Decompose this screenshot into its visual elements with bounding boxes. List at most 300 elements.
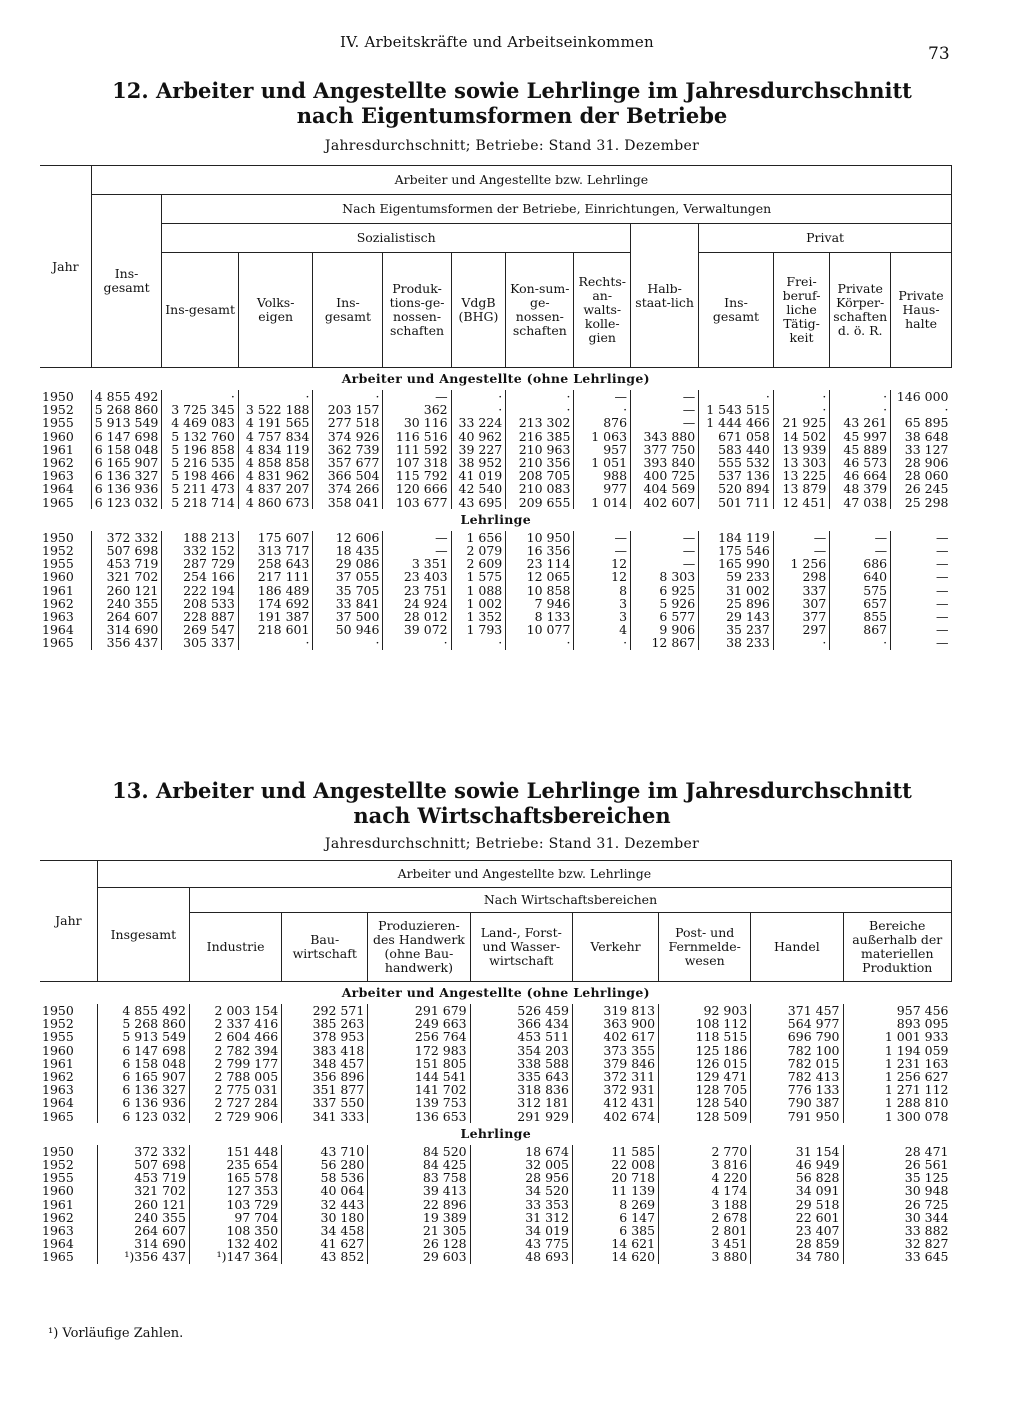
value-cell: 16 356 (506, 544, 574, 557)
value-cell: 332 152 (162, 544, 238, 557)
value-cell: 218 601 (238, 623, 313, 636)
value-cell: 30 948 (843, 1184, 952, 1197)
value-cell: 203 157 (313, 403, 383, 416)
value-cell: 776 133 (751, 1083, 843, 1096)
value-cell: 4 831 962 (238, 469, 313, 482)
year-cell: 1950 (42, 389, 74, 404)
value-cell: 412 431 (572, 1096, 658, 1109)
value-cell: 354 203 (470, 1044, 572, 1057)
year-cell: 1961 (42, 441, 74, 457)
value-cell: — (891, 623, 952, 636)
col-jahr: Jahr (40, 861, 97, 982)
value-cell: 46 573 (830, 456, 891, 469)
section-label: Arbeiter und Angestellte (ohne Lehrlinge) (341, 371, 650, 386)
value-cell: 129 471 (659, 1070, 751, 1083)
value-cell: 366 434 (470, 1017, 572, 1030)
value-cell: 867 (830, 623, 891, 636)
value-cell: · (574, 636, 631, 649)
value-cell: — (383, 531, 451, 544)
value-cell: 1 256 (773, 557, 829, 570)
value-cell: 216 385 (506, 430, 574, 443)
value-cell: 151 448 (189, 1145, 281, 1158)
value-cell: 125 186 (659, 1044, 751, 1057)
value-cell: 1 051 (574, 456, 631, 469)
col-landforst: Land-, Forst- und Wasser-wirtschaft (470, 913, 572, 982)
value-cell: 32 005 (470, 1158, 572, 1171)
section-label: Lehrlinge (460, 1125, 531, 1141)
value-cell: 29 518 (751, 1198, 843, 1211)
value-cell: 1 194 059 (843, 1044, 952, 1057)
value-cell: 1 352 (451, 610, 506, 623)
value-cell: 3 816 (659, 1158, 751, 1171)
value-cell: 84 520 (368, 1145, 470, 1158)
value-cell: 33 841 (313, 597, 383, 610)
value-cell: 264 607 (91, 610, 162, 623)
value-cell: 2 801 (659, 1224, 751, 1237)
value-cell: 377 750 (631, 443, 699, 456)
value-cell: 453 511 (470, 1030, 572, 1043)
table12-title-line2: nach Eigentumsformen der Betriebe (296, 103, 728, 128)
value-cell: 292 571 (282, 1004, 368, 1017)
value-cell: 92 903 (659, 1004, 751, 1017)
value-cell: 297 (773, 623, 829, 636)
table-row (40, 430, 952, 443)
value-cell: 28 012 (383, 610, 451, 623)
value-cell: 191 387 (238, 610, 313, 623)
value-cell: — (631, 416, 699, 429)
value-cell: 19 389 (368, 1211, 470, 1224)
value-cell: 2 782 394 (189, 1044, 281, 1057)
value-cell: 26 245 (891, 482, 952, 495)
value-cell: 6 577 (631, 610, 699, 623)
value-cell: 1 575 (451, 570, 506, 583)
value-cell: 249 663 (368, 1017, 470, 1030)
value-cell: 47 038 (830, 496, 891, 509)
value-cell: 335 643 (470, 1070, 572, 1083)
value-cell: 240 355 (91, 597, 162, 610)
value-cell: 2 003 154 (189, 1004, 281, 1017)
value-cell: — (891, 636, 952, 649)
value-cell: 379 846 (572, 1057, 658, 1070)
value-cell: 988 (574, 469, 631, 482)
value-cell: 33 882 (843, 1224, 952, 1237)
year-cell: 1960 (42, 428, 74, 444)
value-cell: 43 775 (470, 1237, 572, 1250)
value-cell: — (830, 531, 891, 544)
value-cell: 13 303 (773, 456, 829, 469)
value-cell: 12 (574, 570, 631, 583)
value-cell: 254 166 (162, 570, 238, 583)
value-cell: 22 896 (368, 1198, 470, 1211)
value-cell: · (451, 390, 506, 403)
value-cell: 28 859 (751, 1237, 843, 1250)
value-cell: 264 607 (97, 1224, 189, 1237)
col-bereiche: Bereiche außerhalb der materiellen Produktion (843, 913, 952, 982)
value-cell: 39 413 (368, 1184, 470, 1197)
value-cell: · (383, 636, 451, 649)
value-cell: 5 268 860 (97, 1017, 189, 1030)
table13 (40, 860, 952, 1264)
value-cell: 29 086 (313, 557, 383, 570)
value-cell: 41 627 (282, 1237, 368, 1250)
value-cell: — (830, 544, 891, 557)
value-cell: 136 653 (368, 1110, 470, 1123)
value-cell: 144 541 (368, 1070, 470, 1083)
value-cell: 34 520 (470, 1184, 572, 1197)
value-cell: 56 280 (282, 1158, 368, 1171)
table-row (40, 636, 952, 649)
value-cell: 791 950 (751, 1110, 843, 1123)
footnote: ¹) Vorläufige Zahlen. (48, 1326, 184, 1341)
value-cell: · (830, 390, 891, 403)
col-soz-insgesamt: Ins-gesamt (162, 253, 238, 368)
value-cell: — (574, 390, 631, 403)
value-cell: 305 337 (162, 636, 238, 649)
value-cell: 39 227 (451, 443, 506, 456)
value-cell: 256 764 (368, 1030, 470, 1043)
col-verkehr: Verkehr (572, 913, 658, 982)
value-cell: 957 456 (843, 1004, 952, 1017)
year-cell: 1964 (42, 1236, 74, 1252)
value-cell: 5 268 860 (91, 403, 162, 416)
value-cell: · (699, 390, 774, 403)
col-group-privat: Privat (699, 224, 952, 253)
year-cell: 1955 (42, 415, 74, 431)
year-cell: 1961 (42, 1196, 74, 1212)
value-cell: 35 237 (699, 623, 774, 636)
value-cell: 30 116 (383, 416, 451, 429)
value-cell: 287 729 (162, 557, 238, 570)
col-industrie: Industrie (189, 913, 281, 982)
value-cell: 13 225 (773, 469, 829, 482)
value-cell: 151 805 (368, 1057, 470, 1070)
value-cell: 23 407 (751, 1224, 843, 1237)
value-cell: 33 353 (470, 1198, 572, 1211)
value-cell: 318 836 (470, 1083, 572, 1096)
value-cell: 501 711 (699, 496, 774, 509)
value-cell: 402 674 (572, 1110, 658, 1123)
value-cell: 32 443 (282, 1198, 368, 1211)
value-cell: 43 695 (451, 496, 506, 509)
value-cell: 146 000 (891, 390, 952, 403)
value-cell: 4 469 083 (162, 416, 238, 429)
value-cell: 208 533 (162, 597, 238, 610)
value-cell: 126 015 (659, 1057, 751, 1070)
table-row (40, 1110, 952, 1123)
value-cell: · (313, 390, 383, 403)
value-cell: 240 355 (97, 1211, 189, 1224)
value-cell: 2 799 177 (189, 1057, 281, 1070)
value-cell: 400 725 (631, 469, 699, 482)
value-cell: · (891, 403, 952, 416)
value-cell: 30 180 (282, 1211, 368, 1224)
year-cell: 1965 (42, 635, 74, 651)
value-cell: 45 889 (830, 443, 891, 456)
page-number: 73 (928, 44, 950, 64)
value-cell: 6 136 936 (97, 1096, 189, 1109)
year-cell: 1950 (42, 529, 74, 545)
value-cell: · (451, 403, 506, 416)
value-cell: 1 001 933 (843, 1030, 952, 1043)
year-cell: 1961 (42, 582, 74, 598)
value-cell: 209 655 (506, 496, 574, 509)
value-cell: 357 677 (313, 456, 383, 469)
value-cell: 97 704 (189, 1211, 281, 1224)
value-cell: 6 123 032 (91, 496, 162, 509)
value-cell: 393 840 (631, 456, 699, 469)
value-cell: 374 926 (313, 430, 383, 443)
value-cell: 3 (574, 597, 631, 610)
value-cell: 8 303 (631, 570, 699, 583)
value-cell: 175 607 (238, 531, 313, 544)
value-cell: 103 677 (383, 496, 451, 509)
value-cell: 337 550 (282, 1096, 368, 1109)
value-cell: 6 136 327 (97, 1083, 189, 1096)
value-cell: — (383, 544, 451, 557)
value-cell: ¹)356 437 (97, 1250, 189, 1263)
col-insgesamt: Insgesamt (97, 888, 189, 982)
table-row (40, 416, 952, 429)
col-volkseigen: Volks-eigen (238, 253, 313, 368)
value-cell: 43 261 (830, 416, 891, 429)
value-cell: 10 950 (506, 531, 574, 544)
year-cell: 1952 (42, 543, 74, 559)
value-cell: 50 946 (313, 623, 383, 636)
value-cell: 6 147 698 (91, 430, 162, 443)
value-cell: 2 727 284 (189, 1096, 281, 1109)
value-cell: 291 929 (470, 1110, 572, 1123)
section-heading (40, 982, 952, 1005)
value-cell: 657 (830, 597, 891, 610)
value-cell: 4 860 673 (238, 496, 313, 509)
value-cell: 1 656 (451, 531, 506, 544)
value-cell: 23 751 (383, 584, 451, 597)
year-cell: 1962 (42, 455, 74, 471)
value-cell: 1 256 627 (843, 1070, 952, 1083)
year-cell: 1961 (42, 1055, 74, 1071)
table-row (40, 1250, 952, 1263)
value-cell: 21 305 (368, 1224, 470, 1237)
value-cell: 29 603 (368, 1250, 470, 1263)
value-cell: 291 679 (368, 1004, 470, 1017)
value-cell: 120 666 (383, 482, 451, 495)
value-cell: 23 114 (506, 557, 574, 570)
year-cell: 1963 (42, 468, 74, 484)
table13-subtitle: Jahresdurchschnitt; Betriebe: Stand 31. Dezember (324, 836, 700, 852)
value-cell: 11 139 (572, 1184, 658, 1197)
year-cell: 1952 (42, 1016, 74, 1032)
value-cell: 337 (773, 584, 829, 597)
value-cell: 12 065 (506, 570, 574, 583)
value-cell: 46 949 (751, 1158, 843, 1171)
value-cell: 40 962 (451, 430, 506, 443)
value-cell: 371 457 (751, 1004, 843, 1017)
value-cell: 6 158 048 (91, 443, 162, 456)
value-cell: 28 060 (891, 469, 952, 482)
value-cell: 348 457 (282, 1057, 368, 1070)
value-cell: 118 515 (659, 1030, 751, 1043)
value-cell: 37 055 (313, 570, 383, 583)
value-cell: — (891, 584, 952, 597)
value-cell: 165 990 (699, 557, 774, 570)
value-cell: 35 125 (843, 1171, 952, 1184)
col-insgesamt: Ins-gesamt (91, 195, 162, 368)
value-cell: 23 403 (383, 570, 451, 583)
value-cell: 4 191 565 (238, 416, 313, 429)
value-cell: 4 220 (659, 1171, 751, 1184)
value-cell: 1 300 078 (843, 1110, 952, 1123)
value-cell: 4 855 492 (91, 390, 162, 403)
value-cell: — (631, 531, 699, 544)
value-cell: 34 091 (751, 1184, 843, 1197)
value-cell: 217 111 (238, 570, 313, 583)
table-row (40, 1184, 952, 1197)
value-cell: 404 569 (631, 482, 699, 495)
value-cell: 48 379 (830, 482, 891, 495)
value-cell: 13 879 (773, 482, 829, 495)
value-cell: — (574, 531, 631, 544)
value-cell: 6 385 (572, 1224, 658, 1237)
value-cell: 34 458 (282, 1224, 368, 1237)
value-cell: 402 617 (572, 1030, 658, 1043)
value-cell: 3 188 (659, 1198, 751, 1211)
year-cell: 1965 (42, 1108, 74, 1124)
value-cell: 228 887 (162, 610, 238, 623)
value-cell: 210 963 (506, 443, 574, 456)
col-priv-insgesamt: Ins-gesamt (699, 253, 774, 368)
col-konsum: Kon-sum-ge-nossen-schaften (506, 253, 574, 368)
value-cell: 20 718 (572, 1171, 658, 1184)
value-cell: 782 015 (751, 1057, 843, 1070)
value-cell: 1 231 163 (843, 1057, 952, 1070)
value-cell: 37 500 (313, 610, 383, 623)
value-cell: 686 (830, 557, 891, 570)
value-cell: 575 (830, 584, 891, 597)
value-cell: · (773, 636, 829, 649)
value-cell: 6 165 907 (91, 456, 162, 469)
value-cell: 313 717 (238, 544, 313, 557)
value-cell: 383 418 (282, 1044, 368, 1057)
value-cell: · (162, 390, 238, 403)
value-cell: 38 233 (699, 636, 774, 649)
value-cell: 314 690 (91, 623, 162, 636)
value-cell: 855 (830, 610, 891, 623)
value-cell: 22 601 (751, 1211, 843, 1224)
table-row (40, 623, 952, 636)
value-cell: 107 318 (383, 456, 451, 469)
value-cell: 5 926 (631, 597, 699, 610)
col-vdgb: VdgB (BHG) (451, 253, 506, 368)
value-cell: 507 698 (97, 1158, 189, 1171)
value-cell: 210 356 (506, 456, 574, 469)
value-cell: — (631, 390, 699, 403)
value-cell: 108 112 (659, 1017, 751, 1030)
year-cell: 1965 (42, 494, 74, 510)
value-cell: 235 654 (189, 1158, 281, 1171)
value-cell: 31 312 (470, 1211, 572, 1224)
value-cell: 172 983 (368, 1044, 470, 1057)
value-cell: 6 165 907 (97, 1070, 189, 1083)
value-cell: 1 288 810 (843, 1096, 952, 1109)
value-cell: 34 019 (470, 1224, 572, 1237)
year-cell: 1955 (42, 1170, 74, 1186)
value-cell: 31 154 (751, 1145, 843, 1158)
value-cell: 3 522 188 (238, 403, 313, 416)
value-cell: 59 233 (699, 570, 774, 583)
year-cell: 1963 (42, 609, 74, 625)
year-cell: 1962 (42, 1069, 74, 1085)
value-cell: 25 896 (699, 597, 774, 610)
value-cell: — (891, 570, 952, 583)
value-cell: 321 702 (97, 1184, 189, 1197)
col-halbstaatlich: Halb-staat-lich (631, 224, 699, 368)
value-cell: 4 174 (659, 1184, 751, 1197)
col-group-top: Arbeiter und Angestellte bzw. Lehrlinge (97, 861, 951, 888)
value-cell: 186 489 (238, 584, 313, 597)
value-cell: 29 143 (699, 610, 774, 623)
value-cell: 43 852 (282, 1250, 368, 1263)
value-cell: 640 (830, 570, 891, 583)
value-cell: 208 705 (506, 469, 574, 482)
value-cell: 8 133 (506, 610, 574, 623)
value-cell: · (506, 390, 574, 403)
value-cell: 341 333 (282, 1110, 368, 1123)
value-cell: 108 350 (189, 1224, 281, 1237)
value-cell: 5 913 549 (97, 1030, 189, 1043)
value-cell: — (773, 544, 829, 557)
section-label: Arbeiter und Angestellte (ohne Lehrlinge) (341, 985, 650, 1000)
value-cell: 26 725 (843, 1198, 952, 1211)
value-cell: 28 956 (470, 1171, 572, 1184)
value-cell: 5 913 549 (91, 416, 162, 429)
col-group-nach: Nach Wirtschaftsbereichen (189, 888, 951, 913)
value-cell: 11 585 (572, 1145, 658, 1158)
value-cell: 583 440 (699, 443, 774, 456)
value-cell: 35 705 (313, 584, 383, 597)
value-cell: — (574, 544, 631, 557)
col-bau: Bau-wirtschaft (282, 913, 368, 982)
value-cell: 65 895 (891, 416, 952, 429)
value-cell: 34 780 (751, 1250, 843, 1263)
value-cell: 2 609 (451, 557, 506, 570)
value-cell: 14 621 (572, 1237, 658, 1250)
value-cell: 4 834 119 (238, 443, 313, 456)
year-cell: 1964 (42, 481, 74, 497)
value-cell: 175 546 (699, 544, 774, 557)
value-cell: 213 302 (506, 416, 574, 429)
value-cell: 1 543 515 (699, 403, 774, 416)
value-cell: 39 072 (383, 623, 451, 636)
value-cell: 5 132 760 (162, 430, 238, 443)
value-cell: 6 158 048 (97, 1057, 189, 1070)
value-cell: 33 127 (891, 443, 952, 456)
value-cell: 372 332 (97, 1145, 189, 1158)
value-cell: 4 858 858 (238, 456, 313, 469)
value-cell: 128 705 (659, 1083, 751, 1096)
value-cell: ¹)147 364 (189, 1250, 281, 1263)
value-cell: 1 002 (451, 597, 506, 610)
value-cell: 8 269 (572, 1198, 658, 1211)
value-cell: 18 435 (313, 544, 383, 557)
col-freiberuflich: Frei-beruf-liche Tätig-keit (773, 253, 829, 368)
value-cell: 1 014 (574, 496, 631, 509)
value-cell: 33 224 (451, 416, 506, 429)
value-cell: 1 063 (574, 430, 631, 443)
value-cell: · (574, 403, 631, 416)
value-cell: 116 516 (383, 430, 451, 443)
year-cell: 1964 (42, 1095, 74, 1111)
value-cell: 10 077 (506, 623, 574, 636)
